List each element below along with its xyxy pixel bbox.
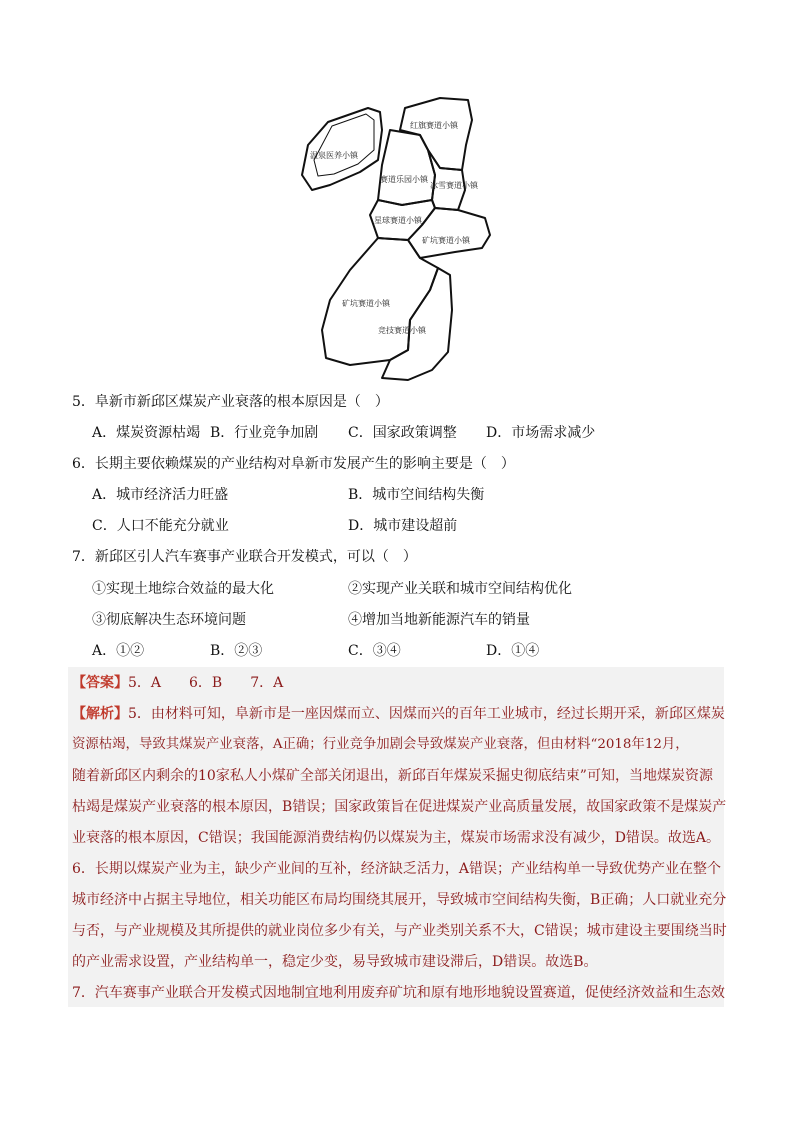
q6-option-c: C．人口不能充分就业 xyxy=(92,518,229,534)
answer-tag: 【答案】 xyxy=(72,675,128,691)
analysis-line-10: 7．汽车赛事产业联合开发模式因地制宜地利用废弃矿坑和原有地形地貌设置赛道，促使经济效益和生态效 xyxy=(72,985,725,1001)
label-kuangkeng-upper: 矿坑赛道小镇 xyxy=(422,236,470,245)
q7-option-a: A．①② xyxy=(92,643,145,659)
q5-option-c: C．国家政策调整 xyxy=(348,425,457,441)
district-map xyxy=(290,90,510,390)
analysis-tag: 【解析】 xyxy=(72,706,128,722)
q7-option-b: B．②③ xyxy=(210,643,263,659)
q7-option-c: C．③④ xyxy=(348,643,401,659)
q7-statement-1: ①实现土地综合效益的最大化 xyxy=(92,581,274,597)
q5-option-d: D．市场需求减少 xyxy=(486,425,596,441)
analysis-line-4: 枯竭是煤炭产业衰落的根本原因，B错误；国家政策旨在促进煤炭产业高质量发展，故国家政策不是煤炭产 xyxy=(72,799,727,815)
answer-line xyxy=(72,673,283,693)
answer-text: 5．A 6．B 7．A xyxy=(128,675,284,691)
q6-option-b: B．城市空间结构失衡 xyxy=(348,487,485,503)
label-kuangkeng-lower: 矿坑赛道小镇 xyxy=(342,299,390,308)
analysis-line-7: 城市经济中占据主导地位，相关功能区布局均围绕其展开，导致城市空间结构失衡，B正确；人口就业充分 xyxy=(72,892,727,908)
question-5-stem: 5．阜新市新邱区煤炭产业衰落的根本原因是（ ） xyxy=(72,394,389,410)
region-wenquan xyxy=(302,108,382,190)
q7-option-d: D．①④ xyxy=(486,643,540,659)
q5-option-b: B．行业竞争加剧 xyxy=(210,425,319,441)
region-jingji xyxy=(382,268,452,380)
label-wenquan: 温泉医养小镇 xyxy=(310,151,358,160)
analysis-line-8: 与否，与产业规模及其所提供的就业岗位多少有关，与产业类别关系不大，C错误；城市建设主要围绕当时 xyxy=(72,923,727,939)
question-7-stem: 7．新邱区引人汽车赛事产业联合开发模式，可以（ ） xyxy=(72,549,417,565)
district-map-svg xyxy=(290,90,510,390)
q7-statement-4: ④增加当地新能源汽车的销量 xyxy=(348,612,530,628)
analysis-line-2: 资源枯竭，导致其煤炭产业衰落，A正确；行业竞争加剧会导致煤炭产业衰落，但由材料“2018年12月， xyxy=(72,737,689,752)
q6-option-a: A．城市经济活力旺盛 xyxy=(92,487,229,503)
analysis-line-6: 6．长期以煤炭产业为主，缺少产业间的互补，经济缺乏活力，A错误；产业结构单一导致优势产业在整个 xyxy=(72,861,722,877)
analysis-line-9: 的产业需求设置，产业结构单一，稳定少变，易导致城市建设滞后，D错误。故选B。 xyxy=(72,954,598,970)
label-bingxue: 冰雪赛道小镇 xyxy=(430,181,478,190)
label-jingji: 竞技赛道小镇 xyxy=(378,326,426,335)
q7-statement-2: ②实现产业关联和城市空间结构优化 xyxy=(348,581,572,597)
question-6-stem: 6．长期主要依赖煤炭的产业结构对阜新市发展产生的影响主要是（ ） xyxy=(72,456,515,472)
analysis-line-1 xyxy=(72,704,725,724)
region-wenquan-inner xyxy=(314,114,374,176)
q7-statement-3: ③彻底解决生态环境问题 xyxy=(92,612,246,628)
analysis-line-5: 业衰落的根本原因，C错误；我国能源消费结构仍以煤炭为主，煤炭市场需求没有减少，D错误。故选A。 xyxy=(72,830,721,846)
analysis-line-3: 随着新邱区内剩余的10家私人小煤矿全部关闭退出，新邱百年煤炭采掘史彻底结束”可知，当地煤炭资源 xyxy=(72,768,713,784)
analysis-text-1: 5．由材料可知，阜新市是一座因煤而立、因煤而兴的百年工业城市，经过长期开采，新邱区煤炭 xyxy=(128,706,725,722)
region-saidao xyxy=(378,130,435,205)
region-bingxue xyxy=(428,150,465,210)
q5-option-a: A．煤炭资源枯竭 xyxy=(92,425,201,441)
label-xingqiu: 星球赛道小镇 xyxy=(374,216,422,225)
label-hongqi: 红旗赛道小镇 xyxy=(410,121,458,130)
q6-option-d: D．城市建设超前 xyxy=(348,518,458,534)
label-saidao: 赛道乐园小镇 xyxy=(380,175,428,184)
